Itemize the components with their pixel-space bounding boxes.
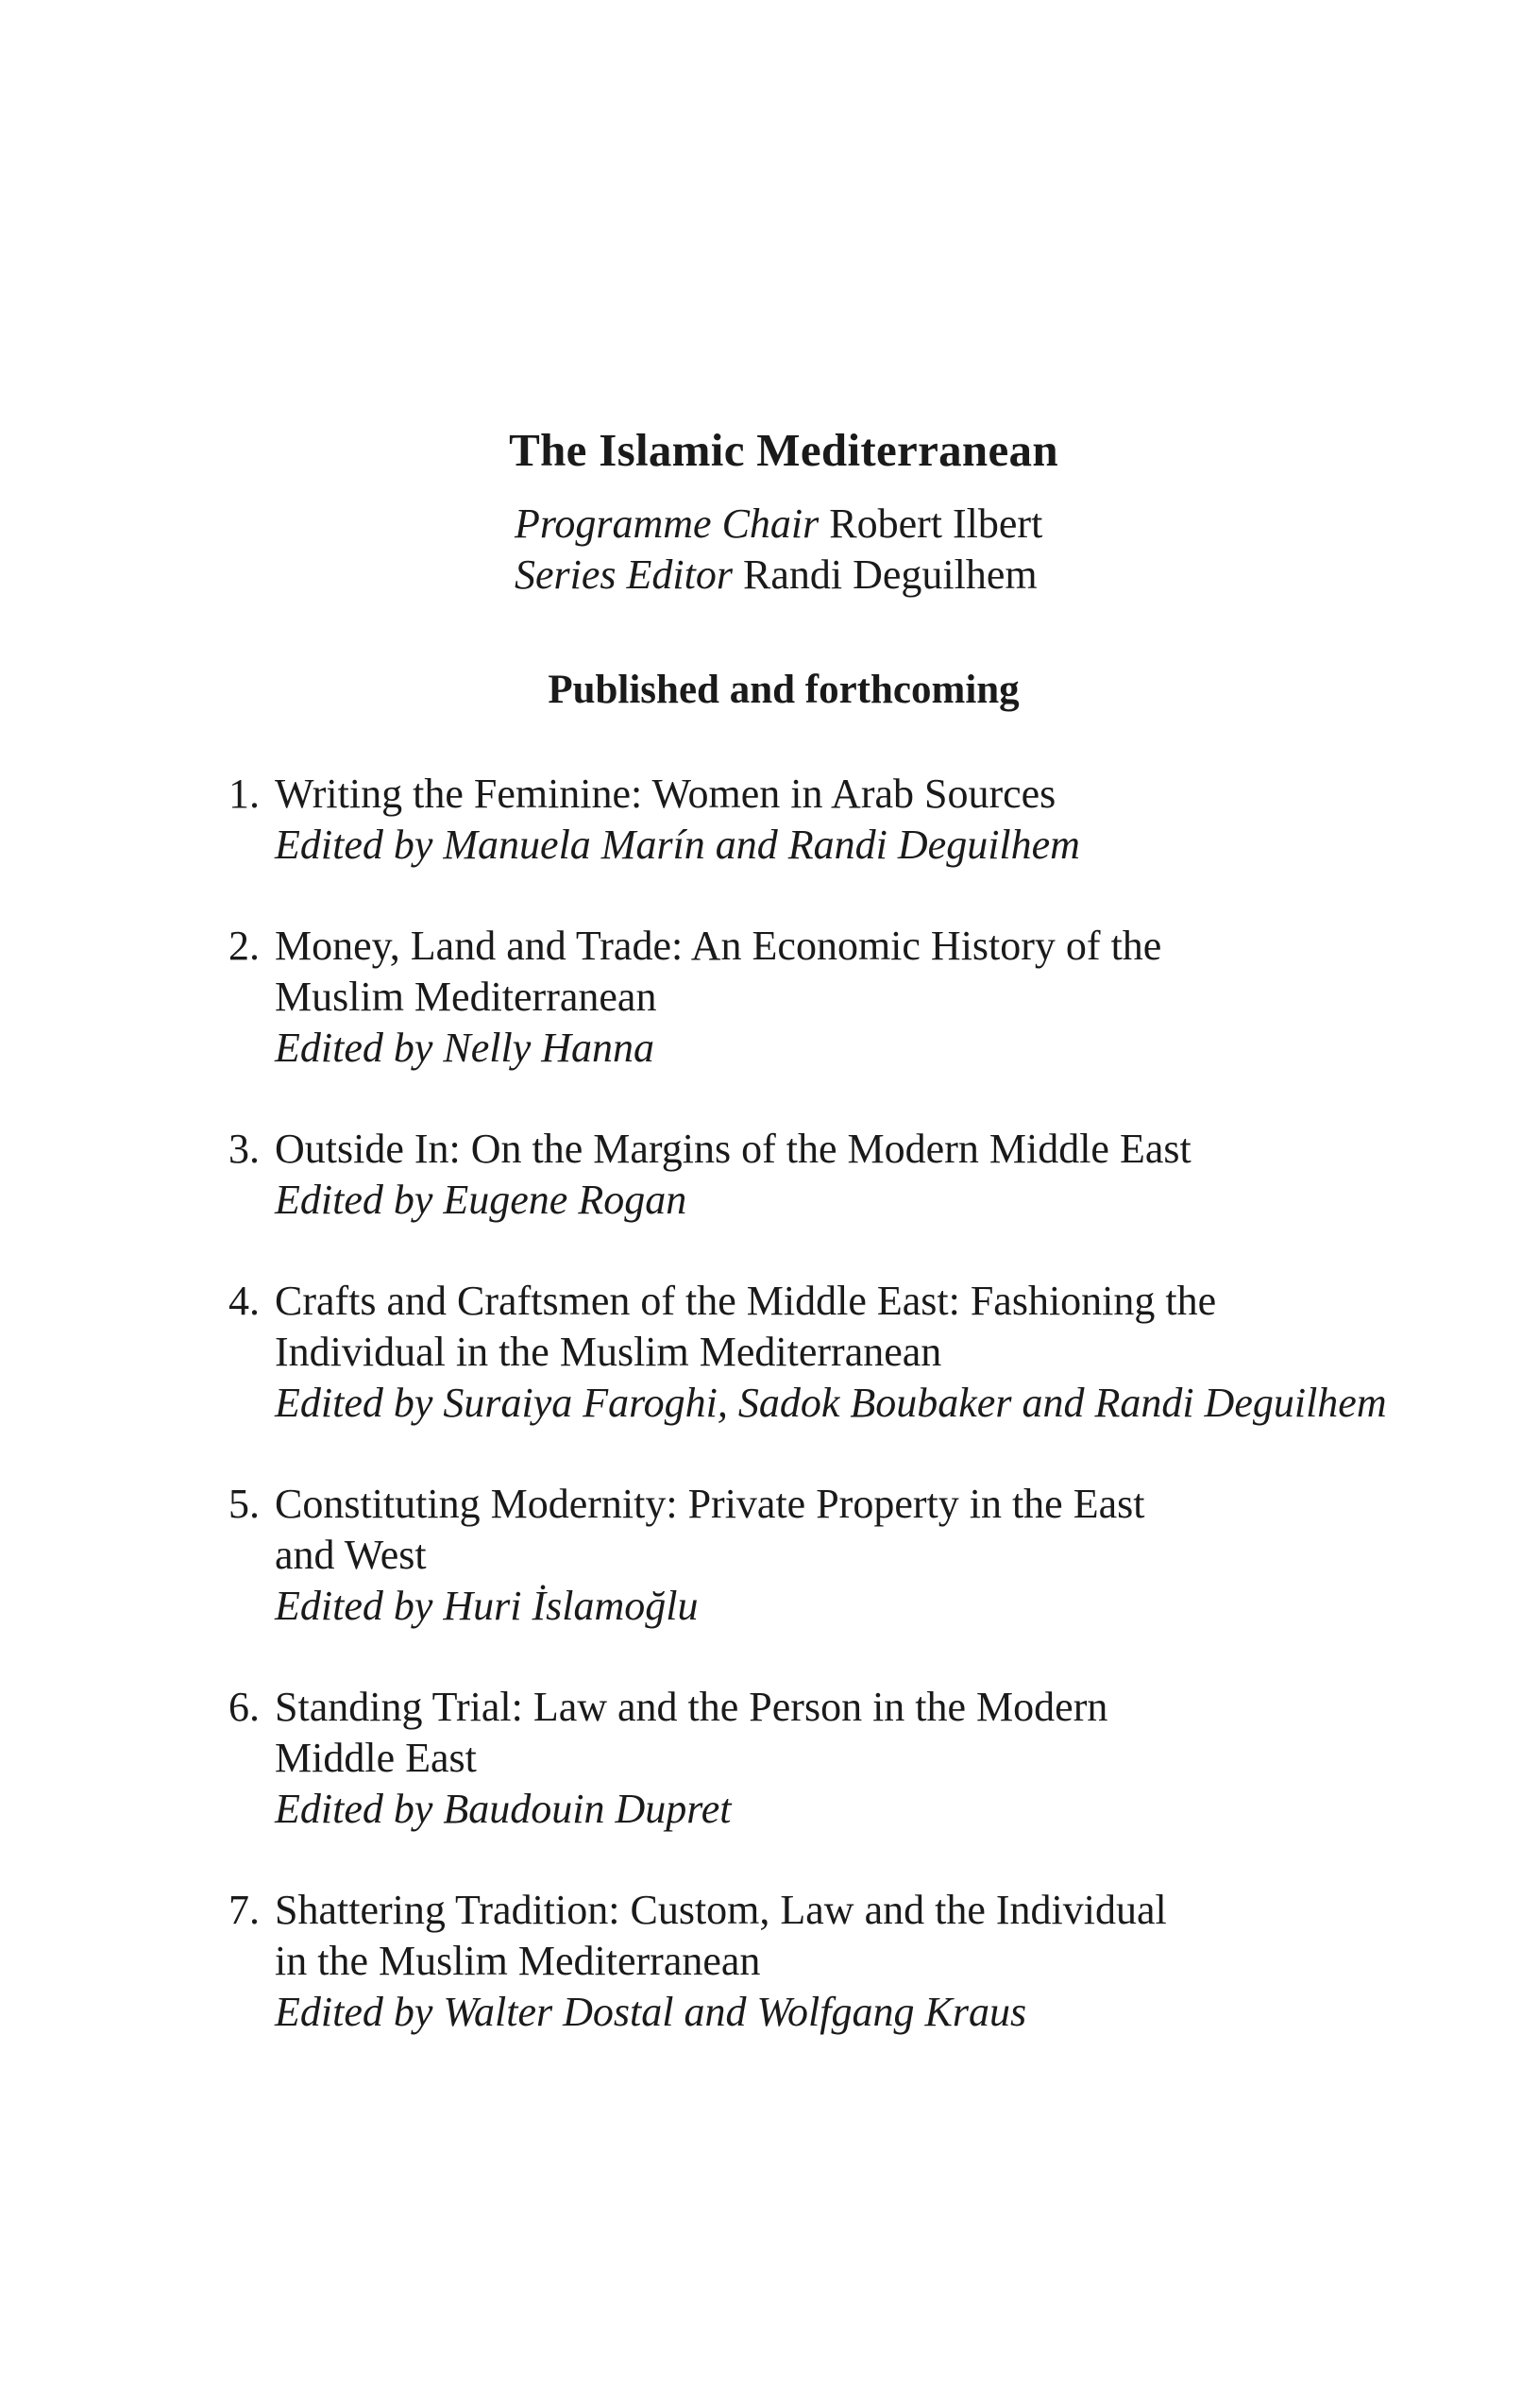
book-number: 1. — [228, 771, 260, 817]
book-list — [203, 769, 1468, 2038]
book-number: 5. — [228, 1481, 260, 1527]
book-number: 3. — [228, 1126, 260, 1172]
list-item — [203, 1124, 1468, 1226]
book-title-line: Money, Land and Trade: An Economic History of the — [275, 923, 1162, 969]
series-title: The Islamic Mediterranean — [509, 424, 1058, 476]
list-item — [203, 1276, 1468, 1429]
book-title-line: Shattering Tradition: Custom, Law and the Individual — [275, 1887, 1167, 1933]
book-editors: Edited by Nelly Hanna — [275, 1025, 655, 1071]
book-number: 4. — [228, 1278, 260, 1324]
series-credits — [515, 499, 1042, 601]
book-title-line: Constituting Modernity: Private Property in the East — [275, 1481, 1145, 1527]
published-heading: Published and forthcoming — [548, 668, 1020, 712]
list-item — [203, 1885, 1468, 2038]
book-editors: Edited by Huri İslamoğlu — [275, 1583, 699, 1629]
book-title-line: Writing the Feminine: Women in Arab Sources — [275, 771, 1056, 817]
book-title-line: Outside In: On the Margins of the Modern Middle East — [275, 1126, 1192, 1172]
book-editors: Edited by Baudouin Dupret — [275, 1786, 732, 1832]
book-title-line: in the Muslim Mediterranean — [275, 1938, 761, 1984]
book-title-line: and West — [275, 1532, 427, 1578]
book-editors: Edited by Walter Dostal and Wolfgang Kraus — [275, 1989, 1027, 2035]
book-title-line: Standing Trial: Law and the Person in the Modern — [275, 1684, 1108, 1730]
series-editor-name: Randi Deguilhem — [742, 551, 1038, 598]
programme-chair-line — [515, 499, 1042, 550]
programme-chair-role: Programme Chair — [515, 500, 820, 547]
book-title-line: Crafts and Craftsmen of the Middle East: Fashioning the — [275, 1278, 1217, 1324]
programme-chair-name: Robert Ilbert — [829, 500, 1043, 547]
book-editors: Edited by Eugene Rogan — [275, 1177, 687, 1223]
series-editor-line — [515, 550, 1042, 601]
book-number: 6. — [228, 1684, 260, 1730]
book-number: 7. — [228, 1887, 260, 1933]
list-item — [203, 921, 1468, 1074]
book-number: 2. — [228, 923, 260, 969]
list-item — [203, 769, 1468, 871]
list-item — [203, 1479, 1468, 1632]
book-editors: Edited by Suraiya Faroghi, Sadok Boubaker and Randi Deguilhem — [275, 1380, 1387, 1426]
book-title-line: Individual in the Muslim Mediterranean — [275, 1329, 942, 1375]
book-editors: Edited by Manuela Marín and Randi Deguilhem — [275, 822, 1080, 868]
book-title-line: Middle East — [275, 1735, 477, 1781]
series-editor-role: Series Editor — [515, 551, 733, 598]
book-title-line: Muslim Mediterranean — [275, 974, 657, 1020]
list-item — [203, 1682, 1468, 1835]
